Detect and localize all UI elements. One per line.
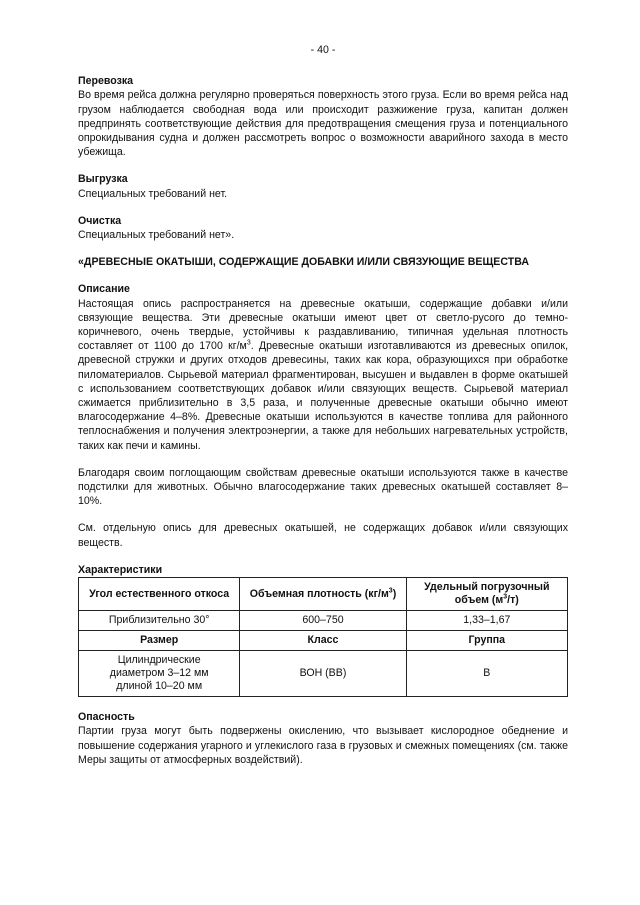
cleaning-heading: Очистка <box>78 214 122 227</box>
section-description <box>78 282 568 549</box>
header-stowage: Удельный погрузочный объем $(м^3/т)$ <box>406 578 567 611</box>
section-cleaning <box>78 214 568 242</box>
cell-size: Цилиндрические диаметром 3–12 мм длиной 10–20 мм <box>79 651 240 697</box>
table-header-row-2 <box>79 631 568 651</box>
table-row <box>79 611 568 631</box>
hazard-text: Партии груза могут быть подвержены окислению, что вызывает кислородное обеднение и повышение содержания угарного и углекислого газа в грузовых и смежных помещениях (см. также Меры защиты от атмосферных воздействий). <box>78 725 568 766</box>
characteristics-table <box>78 577 568 697</box>
header-group: Группа <box>406 631 567 651</box>
cell-group: B <box>406 651 567 697</box>
cell-class: ВОН (ВВ) <box>240 651 406 697</box>
header-size: Размер <box>79 631 240 651</box>
characteristics-heading: Характеристики <box>78 563 163 576</box>
cell-density: 600–750 <box>240 611 406 631</box>
description-heading: Описание <box>78 283 130 296</box>
transport-heading: Перевозка <box>78 75 134 88</box>
description-p1-superscript: 3 <box>246 339 251 347</box>
cleaning-text: Специальных требований нет». <box>78 229 235 242</box>
transport-text: Во время рейса должна регулярно проверяться поверхность этого груза. Если во время рейса над грузом наблюдается свободная вода или происходит разжижение груза, капитан должен предпринять соответствующие действия для предотвращения смещения груза и потенциального опрокидывания судна и должен рассмотреть вопрос о возможности аварийного захода в место убежища. <box>78 89 568 159</box>
section-unloading <box>78 172 568 200</box>
section-transport <box>78 74 568 159</box>
description-paragraph-2: Благодаря своим поглощающим свойствам древесные окатыши используются также в качестве подстилки для животных. Обычно влагосодержание таких древесных окатышей составляет 8–10%. <box>78 466 568 508</box>
section-hazard <box>78 710 568 767</box>
cargo-title: «ДРЕВЕСНЫЕ ОКАТЫШИ, СОДЕРЖАЩИЕ ДОБАВКИ И/ИЛИ СВЯЗУЮЩИЕ ВЕЩЕСТВА <box>78 256 529 269</box>
table-header-row <box>79 578 568 611</box>
cell-angle: Приблизительно 30° <box>79 611 240 631</box>
section-characteristics <box>78 563 568 697</box>
description-p1-part-b: . Древесные окатыши изготавливаются из древесных опилок, древесной стружки и других отходов древесины, таких как кора, образующихся при обработке пиломатериалов. Сырьевой материал фрагментирован, высушен и выдавлен в форме окатышей с использованием соответствующих добавок и/или связующих веществ. Сырьевой материал сжимается приблизительно в 3,5 раза, и полученные древесные окатыши обычно имеют влагосодержание 4–8%. Древесные окатыши используются в качестве топлива для районного теплоснабжения и получения электроэнергии, а также для небольших нагревательных устройств, таких как печи и камины. <box>78 340 569 452</box>
header-density: Объемная плотность $(кг/м^3)$ <box>240 578 406 611</box>
description-p1-part-a: Настоящая опись распространяется на древесные окатыши, содержащие добавки и/или связующие вещества. Эти древесные окатыши имеют цвет от светло-русого до темно-коричневого, очень твердые, устойчивы к раздавливанию, типичная удельная плотность составляет от 1100 до 1700 кг/м <box>78 297 568 353</box>
unloading-heading: Выгрузка <box>78 173 128 186</box>
hazard-heading: Опасность <box>78 711 135 724</box>
header-class: Класс <box>240 631 406 651</box>
cell-stowage: 1,33–1,67 <box>406 611 567 631</box>
table-row <box>79 651 568 697</box>
page-number: - 40 - <box>310 44 336 56</box>
unloading-text: Специальных требований нет. <box>78 187 228 200</box>
header-angle: Угол естественного откоса <box>79 578 240 611</box>
description-paragraph-3: См. отдельную опись для древесных окатышей, не содержащих добавок и/или связующих веществ. <box>78 522 568 549</box>
description-paragraph-1 <box>78 297 568 453</box>
